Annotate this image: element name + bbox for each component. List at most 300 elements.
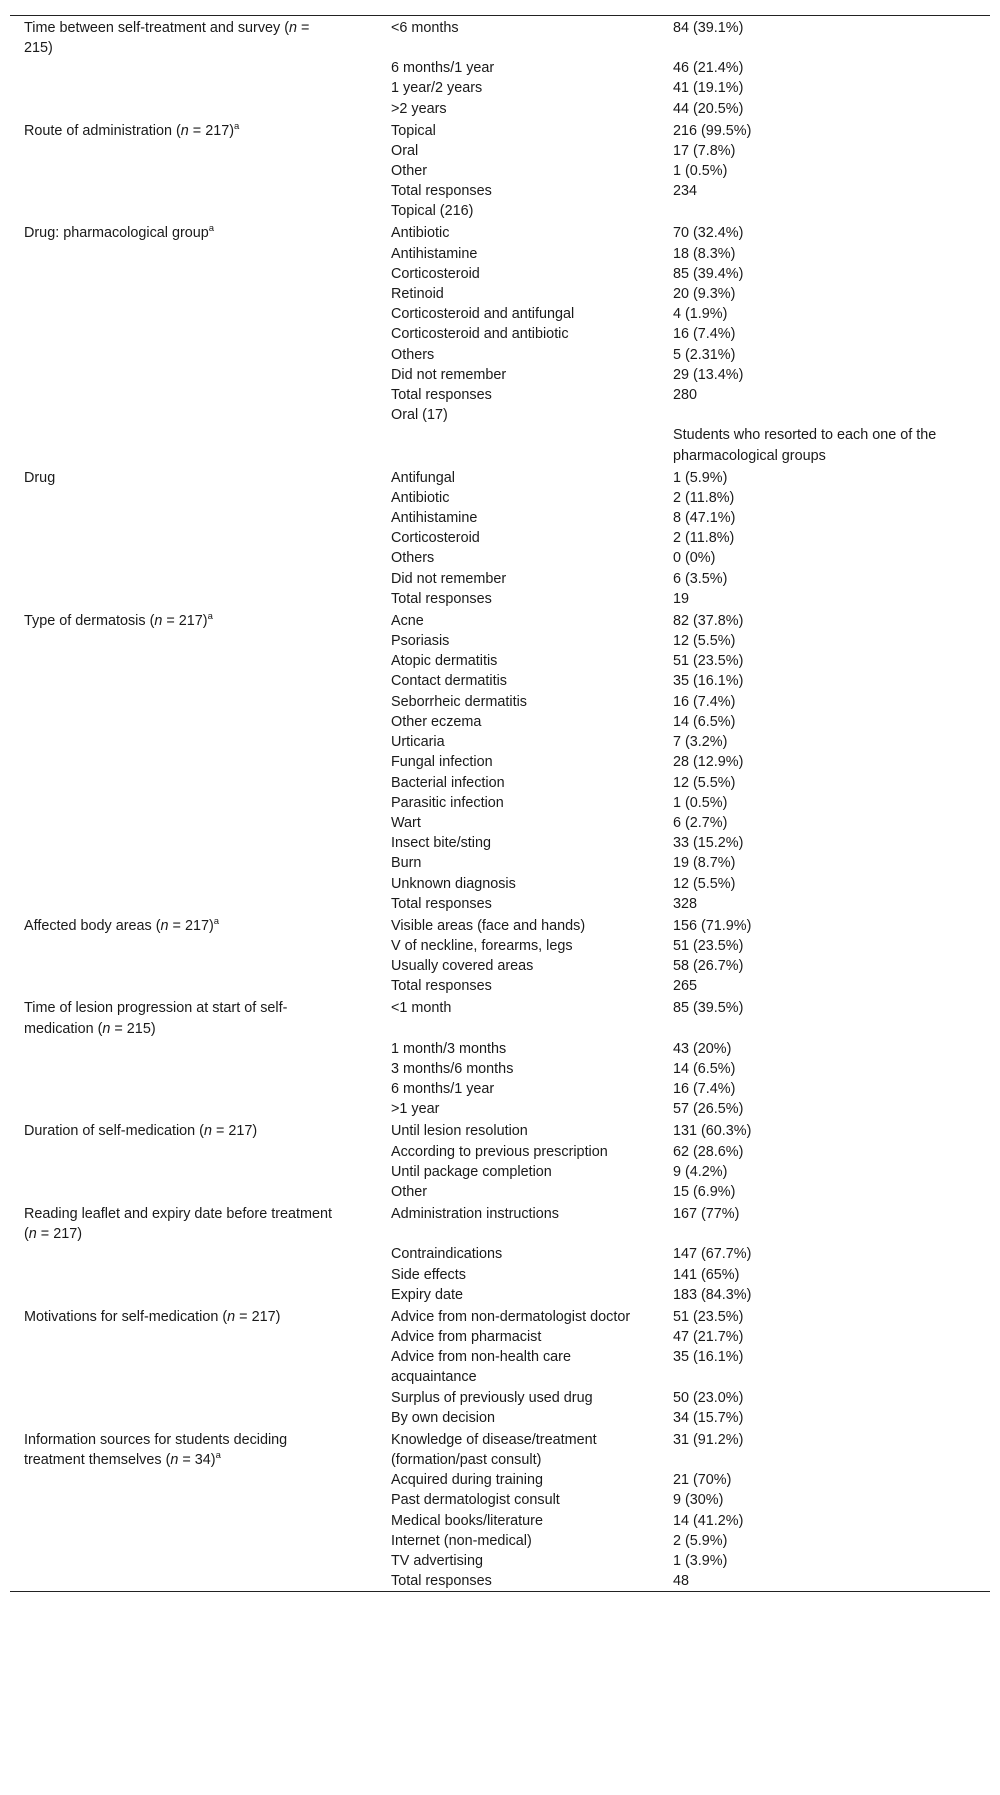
option-cell: Knowledge of disease/treatment (formation/past consult) <box>391 1431 597 1468</box>
category-cell <box>10 488 377 508</box>
table-row <box>10 651 990 671</box>
table-row <box>10 1571 990 1592</box>
category-cell <box>10 1428 377 1470</box>
option-cell: Side effects <box>391 1266 466 1283</box>
option-cell: Atopic dermatitis <box>391 653 498 670</box>
option-cell: Did not remember <box>391 570 507 587</box>
value-cell: 12 (5.5%) <box>673 633 736 650</box>
category-cell <box>10 1265 377 1285</box>
sample-size-symbol: n <box>227 1308 236 1325</box>
option-cell: Corticosteroid and antifungal <box>391 306 575 323</box>
table-row <box>10 304 990 324</box>
category-cell <box>10 244 377 264</box>
category-cell <box>10 425 377 465</box>
category-cell <box>10 264 377 284</box>
option-cell: Usually covered areas <box>391 958 534 975</box>
category-cell <box>10 1551 377 1571</box>
table-row <box>10 99 990 119</box>
value-cell: 9 (30%) <box>673 1492 724 1509</box>
value-cell: 9 (4.2%) <box>673 1163 728 1180</box>
value-cell: 50 (23.0%) <box>673 1389 744 1406</box>
value-cell: 6 (3.5%) <box>673 570 728 587</box>
table-row <box>10 1511 990 1531</box>
option-cell: Topical <box>391 122 436 139</box>
sample-size-symbol: n <box>170 1451 179 1468</box>
option-cell: 1 month/3 months <box>391 1040 507 1057</box>
footnote-marker: a <box>215 1450 221 1462</box>
table-row <box>10 548 990 568</box>
category-cell <box>10 1202 377 1244</box>
table-row <box>10 752 990 772</box>
option-cell: 1 year/2 years <box>391 80 483 97</box>
category-cell <box>10 631 377 651</box>
option-cell: Until package completion <box>391 1163 552 1180</box>
value-cell: 131 (60.3%) <box>673 1123 752 1140</box>
category-cell <box>10 1531 377 1551</box>
category-cell <box>10 119 377 141</box>
value-cell: 47 (21.7%) <box>673 1328 744 1345</box>
value-cell: 20 (9.3%) <box>673 286 736 303</box>
value-cell: 19 <box>673 590 690 607</box>
sample-size-value: = 217) <box>36 1226 83 1243</box>
table-row <box>10 1531 990 1551</box>
category-cell <box>10 1244 377 1264</box>
table-row <box>10 1039 990 1059</box>
value-cell: 43 (20%) <box>673 1040 732 1057</box>
table-row <box>10 222 990 244</box>
value-cell: 85 (39.4%) <box>673 265 744 282</box>
option-cell: Urticaria <box>391 734 445 751</box>
table-row <box>10 1059 990 1079</box>
option-cell: Antibiotic <box>391 225 450 242</box>
option-cell: Corticosteroid and antibiotic <box>391 326 569 343</box>
sample-size-symbol: n <box>102 1020 111 1037</box>
category-cell <box>10 752 377 772</box>
category-cell <box>10 99 377 119</box>
table-row <box>10 874 990 894</box>
category-cell <box>10 853 377 873</box>
table-row <box>10 528 990 548</box>
category-cell <box>10 793 377 813</box>
sample-size-symbol: n <box>28 1226 37 1243</box>
value-cell: 147 (67.7%) <box>673 1246 752 1263</box>
value-cell: 18 (8.3%) <box>673 245 736 262</box>
option-cell: Wart <box>391 814 421 831</box>
option-cell: Advice from non-dermatologist doctor <box>391 1308 631 1325</box>
category-cell <box>10 976 377 996</box>
table-row <box>10 1202 990 1244</box>
table-row <box>10 1470 990 1490</box>
category-cell <box>10 671 377 691</box>
footnote-marker: a <box>207 611 213 623</box>
category-cell <box>10 201 377 221</box>
category-label: Reading leaflet and expiry date before treatment ( <box>24 1205 332 1243</box>
category-cell <box>10 161 377 181</box>
option-cell: Administration instructions <box>391 1205 559 1222</box>
sample-size-value: = 215) <box>24 19 310 56</box>
sample-size-value: = 34) <box>178 1451 216 1468</box>
category-cell <box>10 1285 377 1305</box>
table-row <box>10 244 990 264</box>
table-row <box>10 853 990 873</box>
category-label: Time between self-treatment and survey ( <box>24 19 290 36</box>
option-cell: By own decision <box>391 1409 495 1426</box>
category-cell <box>10 712 377 732</box>
table-row <box>10 1388 990 1408</box>
option-cell: Contraindications <box>391 1246 503 1263</box>
footnote-marker: a <box>208 223 215 235</box>
table-row <box>10 1305 990 1327</box>
table-row <box>10 1347 990 1387</box>
option-cell: Other <box>391 163 427 180</box>
option-cell: Unknown diagnosis <box>391 875 516 892</box>
category-label: Motivations for self-medication ( <box>24 1308 228 1325</box>
footnote-marker: a <box>213 915 220 927</box>
category-cell <box>10 1059 377 1079</box>
option-cell: Total responses <box>391 183 492 200</box>
value-cell: 46 (21.4%) <box>673 60 744 77</box>
category-cell <box>10 1039 377 1059</box>
category-cell <box>10 894 377 914</box>
table-row <box>10 425 990 465</box>
sample-size-symbol: n <box>154 612 163 629</box>
option-cell: Medical books/literature <box>391 1512 543 1529</box>
table-row <box>10 58 990 78</box>
category-cell <box>10 874 377 894</box>
value-cell: 35 (16.1%) <box>673 1349 744 1366</box>
option-cell: Until lesion resolution <box>391 1123 528 1140</box>
table-row <box>10 793 990 813</box>
value-cell: 33 (15.2%) <box>673 835 744 852</box>
category-cell <box>10 284 377 304</box>
table-row <box>10 813 990 833</box>
option-cell: Topical (216) <box>391 203 474 220</box>
value-cell: 31 (91.2%) <box>673 1431 744 1448</box>
category-cell <box>10 1490 377 1510</box>
category-cell <box>10 548 377 568</box>
value-cell: 1 (5.9%) <box>673 469 728 486</box>
table-row <box>10 732 990 752</box>
category-cell <box>10 1162 377 1182</box>
category-cell <box>10 692 377 712</box>
table-row <box>10 405 990 425</box>
value-cell: 15 (6.9%) <box>673 1183 736 1200</box>
option-cell: Psoriasis <box>391 633 450 650</box>
sample-size-value: = 217) <box>235 1308 281 1325</box>
category-cell <box>10 997 377 1039</box>
option-cell: Advice from pharmacist <box>391 1328 542 1345</box>
table-row <box>10 78 990 98</box>
option-cell: Other <box>391 1183 427 1200</box>
value-cell: 1 (0.5%) <box>673 794 728 811</box>
table-row <box>10 201 990 221</box>
value-cell: 29 (13.4%) <box>673 366 744 383</box>
option-cell: TV advertising <box>391 1553 483 1569</box>
category-label: Affected body areas ( <box>24 917 161 934</box>
table-row <box>10 365 990 385</box>
value-cell: 167 (77%) <box>673 1205 740 1222</box>
sample-size-value: = 217) <box>168 917 214 934</box>
value-cell: Students who resorted to each one of the pharmacological groups <box>673 427 937 464</box>
option-cell: Did not remember <box>391 366 507 383</box>
value-cell: 70 (32.4%) <box>673 225 744 242</box>
table-row <box>10 264 990 284</box>
category-label: Drug: pharmacological group <box>24 225 209 242</box>
value-cell <box>659 201 990 221</box>
value-cell: 16 (7.4%) <box>673 326 736 343</box>
table-row <box>10 976 990 996</box>
table-row <box>10 1327 990 1347</box>
category-cell <box>10 324 377 344</box>
table-row <box>10 712 990 732</box>
table-row <box>10 1551 990 1571</box>
category-label: Duration of self-medication ( <box>24 1123 204 1140</box>
option-cell: Surplus of previously used drug <box>391 1389 593 1406</box>
option-cell: Acquired during training <box>391 1472 543 1489</box>
table-row <box>10 1285 990 1305</box>
category-cell <box>10 833 377 853</box>
table-row <box>10 692 990 712</box>
value-cell: 34 (15.7%) <box>673 1409 744 1426</box>
table-row <box>10 119 990 141</box>
value-cell: 1 (3.9%) <box>673 1553 728 1569</box>
option-cell: Contact dermatitis <box>391 673 507 690</box>
category-cell <box>10 1388 377 1408</box>
value-cell: 85 (39.5%) <box>673 1000 744 1017</box>
category-label: Drug <box>24 469 56 486</box>
table-row <box>10 936 990 956</box>
value-cell: 2 (11.8%) <box>673 530 735 547</box>
value-cell: 14 (6.5%) <box>673 713 736 730</box>
category-cell <box>10 78 377 98</box>
value-cell: 6 (2.7%) <box>673 814 728 831</box>
category-cell <box>10 1182 377 1202</box>
table-row <box>10 956 990 976</box>
table-row <box>10 1162 990 1182</box>
value-cell: 35 (16.1%) <box>673 673 744 690</box>
category-cell <box>10 1470 377 1490</box>
option-cell: Expiry date <box>391 1286 463 1303</box>
results-table <box>10 15 990 1592</box>
value-cell: 14 (6.5%) <box>673 1060 736 1077</box>
category-cell <box>10 222 377 244</box>
value-cell: 328 <box>673 895 698 912</box>
sample-size-value: = 215) <box>110 1020 156 1037</box>
option-cell: Past dermatologist consult <box>391 1492 560 1509</box>
category-cell <box>10 609 377 631</box>
value-cell: 0 (0%) <box>673 550 716 567</box>
option-cell: V of neckline, forearms, legs <box>391 937 573 954</box>
category-cell <box>10 1142 377 1162</box>
table-row <box>10 488 990 508</box>
category-cell <box>10 385 377 405</box>
category-cell <box>10 16 377 59</box>
value-cell: 51 (23.5%) <box>673 1308 744 1325</box>
sample-size-symbol: n <box>289 19 298 36</box>
option-cell: Total responses <box>391 387 492 404</box>
table-row <box>10 569 990 589</box>
table-row <box>10 1142 990 1162</box>
option-cell: <6 months <box>391 19 459 36</box>
results-table-container <box>10 0 990 1592</box>
sample-size-value: = 217) <box>211 1123 258 1140</box>
value-cell: 48 <box>673 1573 690 1590</box>
value-cell: 41 (19.1%) <box>673 80 744 97</box>
value-cell: 58 (26.7%) <box>673 958 744 975</box>
value-cell: 234 <box>673 183 698 200</box>
table-row <box>10 589 990 609</box>
value-cell: 1 (0.5%) <box>673 163 728 180</box>
category-cell <box>10 304 377 324</box>
category-cell <box>10 1327 377 1347</box>
category-cell <box>10 956 377 976</box>
option-cell: Other eczema <box>391 713 482 730</box>
option-cell: Antifungal <box>391 469 456 486</box>
table-row <box>10 1408 990 1428</box>
table-row <box>10 894 990 914</box>
value-cell: 28 (12.9%) <box>673 754 744 771</box>
value-cell: 216 (99.5%) <box>673 122 752 139</box>
value-cell: 51 (23.5%) <box>673 653 744 670</box>
option-cell: 6 months/1 year <box>391 60 495 77</box>
value-cell: 280 <box>673 387 698 404</box>
table-row <box>10 833 990 853</box>
table-row <box>10 1182 990 1202</box>
footnote-marker: a <box>234 120 240 132</box>
option-cell: Others <box>391 550 435 567</box>
value-cell: 14 (41.2%) <box>673 1512 744 1529</box>
category-cell <box>10 181 377 201</box>
category-cell <box>10 1408 377 1428</box>
option-cell: Advice from non-health care acquaintance <box>391 1349 571 1386</box>
table-row <box>10 385 990 405</box>
table-row <box>10 345 990 365</box>
value-cell: 17 (7.8%) <box>673 142 736 159</box>
option-cell: Bacterial infection <box>391 774 505 791</box>
value-cell: 51 (23.5%) <box>673 937 744 954</box>
value-cell: 5 (2.31%) <box>673 346 736 363</box>
option-cell: Others <box>391 346 435 363</box>
table-row <box>10 914 990 936</box>
sample-size-symbol: n <box>203 1123 212 1140</box>
option-cell: Seborrheic dermatitis <box>391 693 527 710</box>
table-row <box>10 1265 990 1285</box>
option-cell: Acne <box>391 612 424 629</box>
table-row <box>10 466 990 488</box>
category-cell <box>10 365 377 385</box>
category-label: Information sources for students deciding treatment themselves ( <box>24 1431 288 1468</box>
category-cell <box>10 58 377 78</box>
category-cell <box>10 813 377 833</box>
value-cell: 19 (8.7%) <box>673 855 736 872</box>
category-cell <box>10 732 377 752</box>
table-row <box>10 1244 990 1264</box>
option-cell: Oral (17) <box>391 407 448 424</box>
option-cell: Oral <box>391 142 419 159</box>
option-cell: <1 month <box>391 1000 452 1017</box>
category-label: Type of dermatosis ( <box>24 612 155 629</box>
table-row <box>10 609 990 631</box>
value-cell <box>659 405 990 425</box>
category-cell <box>10 1571 377 1592</box>
option-cell: 3 months/6 months <box>391 1060 514 1077</box>
table-row <box>10 324 990 344</box>
table-row <box>10 1120 990 1142</box>
option-cell: Burn <box>391 855 422 872</box>
value-cell: 12 (5.5%) <box>673 774 736 791</box>
value-cell: 84 (39.1%) <box>673 19 744 36</box>
sample-size-symbol: n <box>180 122 189 139</box>
option-cell: Antihistamine <box>391 510 478 527</box>
category-label: Route of administration ( <box>24 122 181 139</box>
category-label: Time of lesion progression at start of self-medication ( <box>24 1000 288 1037</box>
value-cell: 4 (1.9%) <box>673 306 728 323</box>
category-cell <box>10 1079 377 1099</box>
option-cell: Corticosteroid <box>391 265 480 282</box>
value-cell: 16 (7.4%) <box>673 1081 736 1098</box>
value-cell: 183 (84.3%) <box>673 1286 752 1303</box>
option-cell: 6 months/1 year <box>391 1081 495 1098</box>
category-cell <box>10 1099 377 1119</box>
table-row <box>10 773 990 793</box>
category-cell <box>10 589 377 609</box>
option-cell: Antihistamine <box>391 245 478 262</box>
value-cell: 12 (5.5%) <box>673 875 736 892</box>
value-cell: 265 <box>673 978 698 995</box>
option-cell: Insect bite/sting <box>391 835 491 852</box>
table-row <box>10 181 990 201</box>
category-cell <box>10 141 377 161</box>
table-row <box>10 16 990 59</box>
value-cell: 21 (70%) <box>673 1472 732 1489</box>
option-cell: Corticosteroid <box>391 530 480 547</box>
sample-size-value: = 217) <box>162 612 208 629</box>
category-cell <box>10 508 377 528</box>
value-cell: 2 (11.8%) <box>673 489 735 506</box>
option-cell: Retinoid <box>391 286 444 303</box>
category-cell <box>10 569 377 589</box>
category-cell <box>10 1305 377 1327</box>
table-row <box>10 631 990 651</box>
option-cell: Fungal infection <box>391 754 493 771</box>
category-cell <box>10 936 377 956</box>
option-cell: According to previous prescription <box>391 1143 608 1160</box>
category-cell <box>10 1347 377 1387</box>
table-row <box>10 1099 990 1119</box>
sample-size-value: = 217) <box>188 122 234 139</box>
sample-size-symbol: n <box>160 917 169 934</box>
option-cell: Parasitic infection <box>391 794 504 811</box>
option-cell: Total responses <box>391 1573 492 1590</box>
table-row <box>10 161 990 181</box>
option-cell <box>377 425 659 465</box>
option-cell: Visible areas (face and hands) <box>391 917 586 934</box>
value-cell: 62 (28.6%) <box>673 1143 744 1160</box>
category-cell <box>10 1120 377 1142</box>
value-cell: 16 (7.4%) <box>673 693 736 710</box>
value-cell: 82 (37.8%) <box>673 612 744 629</box>
category-cell <box>10 528 377 548</box>
table-row <box>10 671 990 691</box>
option-cell: Internet (non-medical) <box>391 1532 532 1549</box>
value-cell: 44 (20.5%) <box>673 100 744 117</box>
value-cell: 156 (71.9%) <box>673 917 752 934</box>
option-cell: Total responses <box>391 895 492 912</box>
table-row <box>10 508 990 528</box>
category-cell <box>10 466 377 488</box>
option-cell: Antibiotic <box>391 489 450 506</box>
value-cell: 141 (65%) <box>673 1266 740 1283</box>
